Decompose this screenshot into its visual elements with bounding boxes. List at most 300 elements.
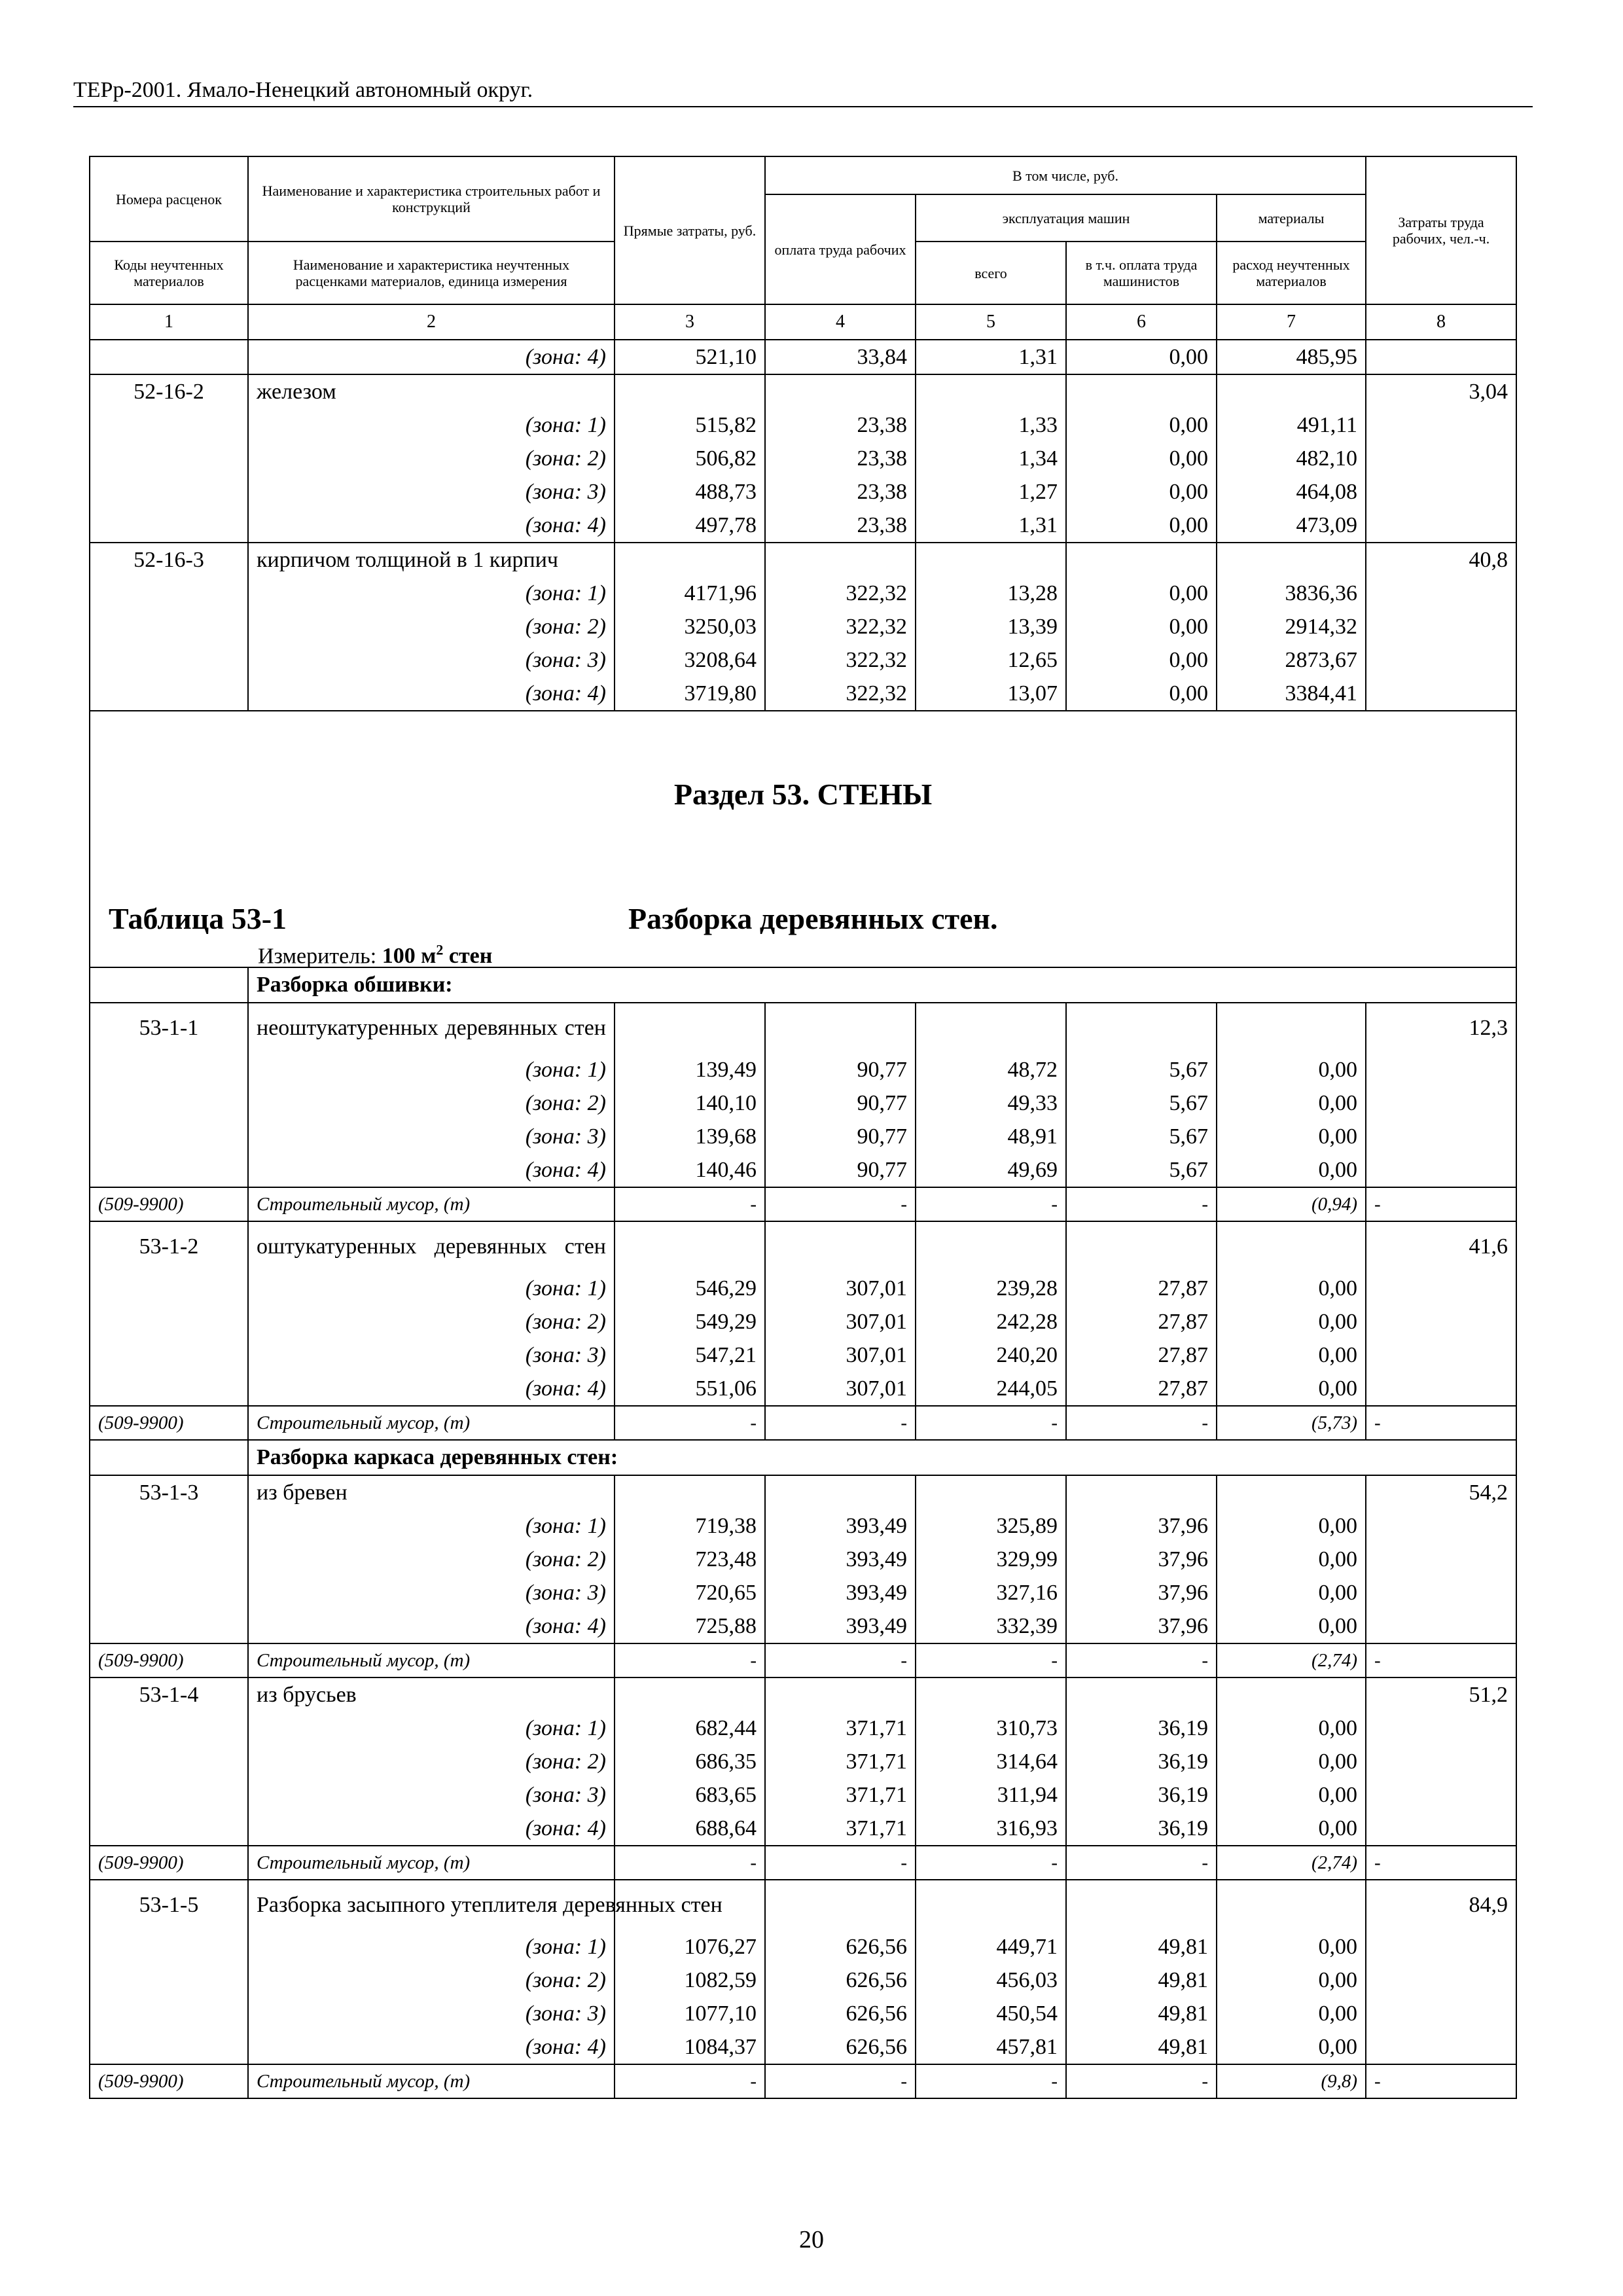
operators-pay-cell: 0,00 <box>1066 610 1217 643</box>
operators-pay-cell: 5,67 <box>1066 1120 1217 1153</box>
direct-costs-cell: 688,64 <box>615 1812 765 1846</box>
empty-cell <box>615 1003 765 1053</box>
zone-row <box>90 1609 1516 1643</box>
labor-pay-cell: 33,84 <box>765 340 916 374</box>
labor-pay-cell: 626,56 <box>765 1964 916 1997</box>
materials-cell: 0,00 <box>1217 1778 1366 1812</box>
zone-row <box>90 1997 1516 2030</box>
labor-costs-cell <box>1366 1778 1516 1812</box>
machine-total-cell: 1,31 <box>916 509 1066 543</box>
zone-label: (зона: 4) <box>248 1153 615 1187</box>
dash-cell: - <box>1066 1643 1217 1677</box>
empty-cell <box>916 374 1066 408</box>
empty-cell <box>90 967 248 1003</box>
unaccounted-material-row <box>90 1187 1516 1221</box>
measure-sup: 2 <box>436 942 444 958</box>
labor-costs-cell <box>1366 475 1516 509</box>
operators-pay-cell: 49,81 <box>1066 1997 1217 2030</box>
rate-code <box>90 509 248 543</box>
operators-pay-cell: 36,19 <box>1066 1712 1217 1745</box>
labor-costs-cell: 12,3 <box>1366 1003 1516 1053</box>
empty-cell <box>916 1677 1066 1712</box>
direct-costs-cell: 140,10 <box>615 1086 765 1120</box>
machine-total-cell: 13,07 <box>916 677 1066 711</box>
rates-table <box>89 156 1517 2099</box>
zone-label: (зона: 2) <box>248 1305 615 1338</box>
direct-costs-cell: 723,48 <box>615 1543 765 1576</box>
operators-pay-cell: 27,87 <box>1066 1305 1217 1338</box>
direct-costs-cell: 686,35 <box>615 1745 765 1778</box>
empty-cell <box>1066 1003 1217 1053</box>
operators-pay-cell: 5,67 <box>1066 1153 1217 1187</box>
empty-cell <box>765 1475 916 1509</box>
empty-cell <box>1217 1221 1366 1272</box>
zone-label: (зона: 4) <box>248 1609 615 1643</box>
rate-code <box>90 1576 248 1609</box>
zone-row <box>90 610 1516 643</box>
materials-cell: 0,00 <box>1217 1372 1366 1406</box>
direct-costs-cell: 683,65 <box>615 1778 765 1812</box>
material-quantity: (5,73) <box>1217 1406 1366 1440</box>
labor-pay-cell: 307,01 <box>765 1305 916 1338</box>
material-quantity: (9,8) <box>1217 2064 1366 2098</box>
zone-row <box>90 1153 1516 1187</box>
header-rate-numbers: Номера расценок <box>90 156 248 242</box>
materials-cell: 0,00 <box>1217 1543 1366 1576</box>
zone-label: (зона: 4) <box>248 2030 615 2064</box>
dash-cell: - <box>765 1846 916 1880</box>
operators-pay-cell: 0,00 <box>1066 643 1217 677</box>
labor-pay-cell: 90,77 <box>765 1086 916 1120</box>
empty-cell <box>916 1475 1066 1509</box>
header-machine-operation: эксплуатация машин <box>916 194 1217 242</box>
labor-costs-cell <box>1366 1372 1516 1406</box>
column-number: 7 <box>1217 304 1366 340</box>
machine-total-cell: 1,33 <box>916 408 1066 442</box>
machine-total-cell: 325,89 <box>916 1509 1066 1543</box>
header-operators-pay: в т.ч. оплата труда машинистов <box>1066 242 1217 304</box>
empty-cell <box>1217 543 1366 577</box>
material-quantity: (2,74) <box>1217 1643 1366 1677</box>
empty-cell <box>1066 543 1217 577</box>
column-number: 8 <box>1366 304 1516 340</box>
zone-row <box>90 1272 1516 1305</box>
materials-cell: 0,00 <box>1217 1053 1366 1086</box>
zone-label: (зона: 1) <box>248 577 615 610</box>
materials-cell: 0,00 <box>1217 2030 1366 2064</box>
rate-code <box>90 1778 248 1812</box>
machine-total-cell: 450,54 <box>916 1997 1066 2030</box>
rate-code <box>90 1712 248 1745</box>
materials-cell: 473,09 <box>1217 509 1366 543</box>
labor-costs-cell: 40,8 <box>1366 543 1516 577</box>
empty-cell <box>1066 1677 1217 1712</box>
labor-costs-cell <box>1366 1712 1516 1745</box>
materials-cell: 0,00 <box>1217 1964 1366 1997</box>
subheader-frame-row <box>90 1440 1516 1475</box>
dash-cell: - <box>1066 1187 1217 1221</box>
header-materials: материалы <box>1217 194 1366 242</box>
materials-cell: 0,00 <box>1217 1576 1366 1609</box>
rate-code <box>90 1372 248 1406</box>
direct-costs-cell: 139,68 <box>615 1120 765 1153</box>
machine-total-cell: 1,27 <box>916 475 1066 509</box>
empty-cell <box>615 374 765 408</box>
machine-total-cell: 449,71 <box>916 1930 1066 1964</box>
empty-cell <box>1217 1677 1366 1712</box>
operators-pay-cell: 0,00 <box>1066 475 1217 509</box>
materials-cell: 485,95 <box>1217 340 1366 374</box>
labor-costs-cell: - <box>1366 2064 1516 2098</box>
zone-row <box>90 1372 1516 1406</box>
empty-cell <box>765 1003 916 1053</box>
material-code: (509-9900) <box>90 1406 248 1440</box>
dash-cell: - <box>615 1406 765 1440</box>
unaccounted-material-row <box>90 1846 1516 1880</box>
column-number: 5 <box>916 304 1066 340</box>
rate-code: 52-16-2 <box>90 374 248 408</box>
rate-code <box>90 442 248 475</box>
operators-pay-cell: 5,67 <box>1066 1086 1217 1120</box>
labor-costs-cell <box>1366 1812 1516 1846</box>
direct-costs-cell: 521,10 <box>615 340 765 374</box>
direct-costs-cell: 1084,37 <box>615 2030 765 2064</box>
labor-costs-cell <box>1366 577 1516 610</box>
operators-pay-cell: 37,96 <box>1066 1543 1217 1576</box>
labor-pay-cell: 322,32 <box>765 677 916 711</box>
machine-total-cell: 239,28 <box>916 1272 1066 1305</box>
machine-total-cell: 311,94 <box>916 1778 1066 1812</box>
labor-pay-cell: 23,38 <box>765 475 916 509</box>
direct-costs-cell: 547,21 <box>615 1338 765 1372</box>
empty-cell <box>1066 1475 1217 1509</box>
dash-cell: - <box>916 1643 1066 1677</box>
zone-label: (зона: 1) <box>248 1930 615 1964</box>
column-number: 2 <box>248 304 615 340</box>
materials-cell: 0,00 <box>1217 1153 1366 1187</box>
empty-cell <box>1217 1475 1366 1509</box>
materials-cell: 0,00 <box>1217 1120 1366 1153</box>
zone-row <box>90 1509 1516 1543</box>
operators-pay-cell: 27,87 <box>1066 1372 1217 1406</box>
material-code: (509-9900) <box>90 1643 248 1677</box>
machine-total-cell: 327,16 <box>916 1576 1066 1609</box>
zone-row <box>90 1812 1516 1846</box>
labor-costs-cell: 54,2 <box>1366 1475 1516 1509</box>
column-number: 6 <box>1066 304 1217 340</box>
zone-row <box>90 1053 1516 1086</box>
column-number: 3 <box>615 304 765 340</box>
zone-label: (зона: 1) <box>248 408 615 442</box>
materials-cell: 464,08 <box>1217 475 1366 509</box>
zone-row <box>90 442 1516 475</box>
dash-cell: - <box>1066 2064 1217 2098</box>
empty-cell <box>916 543 1066 577</box>
labor-costs-cell <box>1366 1964 1516 1997</box>
machine-total-cell: 1,31 <box>916 340 1066 374</box>
labor-costs-cell <box>1366 1609 1516 1643</box>
direct-costs-cell: 3208,64 <box>615 643 765 677</box>
header-labor-costs: Затраты труда рабочих, чел.-ч. <box>1366 156 1516 304</box>
work-name: Разборка засыпного утеплителя деревянных стен <box>248 1880 615 1930</box>
operators-pay-cell: 37,96 <box>1066 1576 1217 1609</box>
rate-code <box>90 1086 248 1120</box>
labor-pay-cell: 393,49 <box>765 1609 916 1643</box>
dash-cell: - <box>615 2064 765 2098</box>
zone-label: (зона: 2) <box>248 1964 615 1997</box>
labor-pay-cell: 322,32 <box>765 577 916 610</box>
zone-row <box>90 1778 1516 1812</box>
machine-total-cell: 49,69 <box>916 1153 1066 1187</box>
empty-cell <box>1066 374 1217 408</box>
labor-costs-cell: - <box>1366 1187 1516 1221</box>
materials-cell: 2914,32 <box>1217 610 1366 643</box>
rate-title-row <box>90 1221 1516 1272</box>
material-code: (509-9900) <box>90 1187 248 1221</box>
zone-label: (зона: 3) <box>248 1120 615 1153</box>
empty-cell <box>615 543 765 577</box>
operators-pay-cell: 0,00 <box>1066 340 1217 374</box>
subheader-label: Разборка каркаса деревянных стен: <box>248 1440 1516 1475</box>
header-labor-pay: оплата труда рабочих <box>765 194 916 304</box>
material-quantity: (2,74) <box>1217 1846 1366 1880</box>
labor-costs-cell <box>1366 1509 1516 1543</box>
dash-cell: - <box>1066 1406 1217 1440</box>
dash-cell: - <box>916 1846 1066 1880</box>
labor-pay-cell: 322,32 <box>765 610 916 643</box>
machine-total-cell: 48,72 <box>916 1053 1066 1086</box>
materials-cell: 0,00 <box>1217 1338 1366 1372</box>
section-header-cell <box>90 711 1516 967</box>
rate-code: 53-1-4 <box>90 1677 248 1712</box>
zone-row <box>90 1964 1516 1997</box>
zone-label: (зона: 3) <box>248 1778 615 1812</box>
operators-pay-cell: 49,81 <box>1066 1964 1217 1997</box>
zone-label: (зона: 3) <box>248 1576 615 1609</box>
rate-title-row <box>90 1475 1516 1509</box>
labor-pay-cell: 322,32 <box>765 643 916 677</box>
rate-title-row <box>90 1003 1516 1053</box>
rate-code: 53-1-3 <box>90 1475 248 1509</box>
labor-costs-cell: 51,2 <box>1366 1677 1516 1712</box>
direct-costs-cell: 1082,59 <box>615 1964 765 1997</box>
measure-value: 100 м <box>382 944 437 969</box>
labor-costs-cell: 41,6 <box>1366 1221 1516 1272</box>
rate-code <box>90 610 248 643</box>
empty-cell <box>1217 1003 1366 1053</box>
zone-row <box>90 2030 1516 2064</box>
rate-code <box>90 1745 248 1778</box>
machine-total-cell: 48,91 <box>916 1120 1066 1153</box>
rate-code: 53-1-5 <box>90 1880 248 1930</box>
empty-cell <box>916 1880 1066 1930</box>
rate-code <box>90 1964 248 1997</box>
labor-pay-cell: 371,71 <box>765 1778 916 1812</box>
header-material-codes: Коды неучтенных материалов <box>90 242 248 304</box>
zone-label: (зона: 3) <box>248 475 615 509</box>
direct-costs-cell: 720,65 <box>615 1576 765 1609</box>
rate-code <box>90 1305 248 1338</box>
materials-cell: 3836,36 <box>1217 577 1366 610</box>
zone-row <box>90 1338 1516 1372</box>
empty-cell <box>916 1221 1066 1272</box>
rate-code <box>90 1997 248 2030</box>
machine-total-cell: 13,39 <box>916 610 1066 643</box>
dash-cell: - <box>615 1846 765 1880</box>
direct-costs-cell: 3719,80 <box>615 677 765 711</box>
section-header-row <box>90 711 1516 967</box>
labor-costs-cell <box>1366 1745 1516 1778</box>
unaccounted-material-row <box>90 2064 1516 2098</box>
materials-cell: 0,00 <box>1217 1997 1366 2030</box>
rate-code <box>90 1609 248 1643</box>
direct-costs-cell: 551,06 <box>615 1372 765 1406</box>
labor-costs-cell <box>1366 442 1516 475</box>
operators-pay-cell: 27,87 <box>1066 1338 1217 1372</box>
materials-cell: 0,00 <box>1217 1509 1366 1543</box>
machine-total-cell: 310,73 <box>916 1712 1066 1745</box>
zone-row <box>90 677 1516 711</box>
labor-costs-cell <box>1366 1053 1516 1086</box>
empty-cell <box>1066 1221 1217 1272</box>
zone-row <box>90 1543 1516 1576</box>
empty-cell <box>765 543 916 577</box>
labor-pay-cell: 371,71 <box>765 1745 916 1778</box>
operators-pay-cell: 0,00 <box>1066 677 1217 711</box>
rate-code <box>90 1120 248 1153</box>
dash-cell: - <box>916 1406 1066 1440</box>
measure-unit <box>258 942 492 969</box>
machine-total-cell: 13,28 <box>916 577 1066 610</box>
operators-pay-cell: 49,81 <box>1066 1930 1217 1964</box>
machine-total-cell: 242,28 <box>916 1305 1066 1338</box>
labor-costs-cell: - <box>1366 1406 1516 1440</box>
zone-label: (зона: 2) <box>248 1543 615 1576</box>
material-quantity: (0,94) <box>1217 1187 1366 1221</box>
measure-suffix: стен <box>443 944 493 969</box>
page-number: 20 <box>799 2226 824 2253</box>
column-number: 4 <box>765 304 916 340</box>
machine-total-cell: 457,81 <box>916 2030 1066 2064</box>
work-name: оштукатуренных деревянных стен <box>248 1221 615 1272</box>
operators-pay-cell: 37,96 <box>1066 1609 1217 1643</box>
empty-cell <box>765 374 916 408</box>
header-rule <box>73 106 1533 107</box>
operators-pay-cell: 5,67 <box>1066 1053 1217 1086</box>
rate-code <box>90 1812 248 1846</box>
direct-costs-cell: 725,88 <box>615 1609 765 1643</box>
direct-costs-cell: 506,82 <box>615 442 765 475</box>
work-name: из брусьев <box>248 1677 615 1712</box>
header-total: всего <box>916 242 1066 304</box>
labor-costs-cell: - <box>1366 1846 1516 1880</box>
dash-cell: - <box>765 1643 916 1677</box>
labor-costs-cell <box>1366 509 1516 543</box>
materials-cell: 0,00 <box>1217 1745 1366 1778</box>
labor-costs-cell <box>1366 677 1516 711</box>
direct-costs-cell: 4171,96 <box>615 577 765 610</box>
operators-pay-cell: 0,00 <box>1066 442 1217 475</box>
labor-pay-cell: 626,56 <box>765 1930 916 1964</box>
labor-costs-cell <box>1366 1153 1516 1187</box>
material-name: Строительный мусор, (т) <box>248 2064 615 2098</box>
operators-pay-cell: 36,19 <box>1066 1778 1217 1812</box>
zone-label: (зона: 4) <box>248 1812 615 1846</box>
zone-label: (зона: 1) <box>248 1712 615 1745</box>
rate-code <box>90 1930 248 1964</box>
empty-cell <box>1066 1880 1217 1930</box>
dash-cell: - <box>1066 1846 1217 1880</box>
labor-costs-cell <box>1366 1338 1516 1372</box>
rate-title-row <box>90 1880 1516 1930</box>
zone-row <box>90 1305 1516 1338</box>
zone-row <box>90 1576 1516 1609</box>
materials-cell: 0,00 <box>1217 1086 1366 1120</box>
machine-total-cell: 314,64 <box>916 1745 1066 1778</box>
labor-costs-cell <box>1366 1086 1516 1120</box>
direct-costs-cell: 1076,27 <box>615 1930 765 1964</box>
zone-row <box>90 1745 1516 1778</box>
labor-pay-cell: 307,01 <box>765 1338 916 1372</box>
header-work-name: Наименование и характеристика строительных работ и конструкций <box>248 156 615 242</box>
labor-costs-cell <box>1366 340 1516 374</box>
direct-costs-cell: 682,44 <box>615 1712 765 1745</box>
zone-label: (зона: 2) <box>248 442 615 475</box>
zone-label: (зона: 1) <box>248 1053 615 1086</box>
zone-row <box>90 509 1516 543</box>
dash-cell: - <box>916 2064 1066 2098</box>
table-number: Таблица 53-1 <box>109 902 287 935</box>
direct-costs-cell: 139,49 <box>615 1053 765 1086</box>
labor-pay-cell: 23,38 <box>765 509 916 543</box>
materials-cell: 0,00 <box>1217 1812 1366 1846</box>
machine-total-cell: 244,05 <box>916 1372 1066 1406</box>
labor-pay-cell: 626,56 <box>765 1997 916 2030</box>
measure-label: Измеритель: <box>258 944 382 969</box>
empty-cell <box>765 1221 916 1272</box>
material-name: Строительный мусор, (т) <box>248 1187 615 1221</box>
labor-costs-cell <box>1366 2030 1516 2064</box>
column-number: 1 <box>90 304 248 340</box>
labor-pay-cell: 307,01 <box>765 1272 916 1305</box>
labor-costs-cell <box>1366 1543 1516 1576</box>
material-name: Строительный мусор, (т) <box>248 1846 615 1880</box>
zone-row <box>90 1930 1516 1964</box>
materials-cell: 2873,67 <box>1217 643 1366 677</box>
empty-cell <box>615 1221 765 1272</box>
materials-cell: 0,00 <box>1217 1609 1366 1643</box>
dash-cell: - <box>765 2064 916 2098</box>
header-including: В том числе, руб. <box>765 156 1366 194</box>
labor-costs-cell <box>1366 1120 1516 1153</box>
materials-cell: 0,00 <box>1217 1930 1366 1964</box>
rate-code <box>90 475 248 509</box>
labor-pay-cell: 393,49 <box>765 1509 916 1543</box>
machine-total-cell: 240,20 <box>916 1338 1066 1372</box>
table-title: Разборка деревянных стен. <box>628 902 998 935</box>
zone-row <box>90 577 1516 610</box>
labor-pay-cell: 393,49 <box>765 1576 916 1609</box>
dash-cell: - <box>765 1406 916 1440</box>
machine-total-cell: 12,65 <box>916 643 1066 677</box>
empty-cell <box>916 1003 1066 1053</box>
machine-total-cell: 49,33 <box>916 1086 1066 1120</box>
rate-title-row <box>90 1677 1516 1712</box>
labor-pay-cell: 90,77 <box>765 1120 916 1153</box>
machine-total-cell: 332,39 <box>916 1609 1066 1643</box>
work-name: кирпичом толщиной в 1 кирпич <box>248 543 615 577</box>
materials-cell: 482,10 <box>1217 442 1366 475</box>
